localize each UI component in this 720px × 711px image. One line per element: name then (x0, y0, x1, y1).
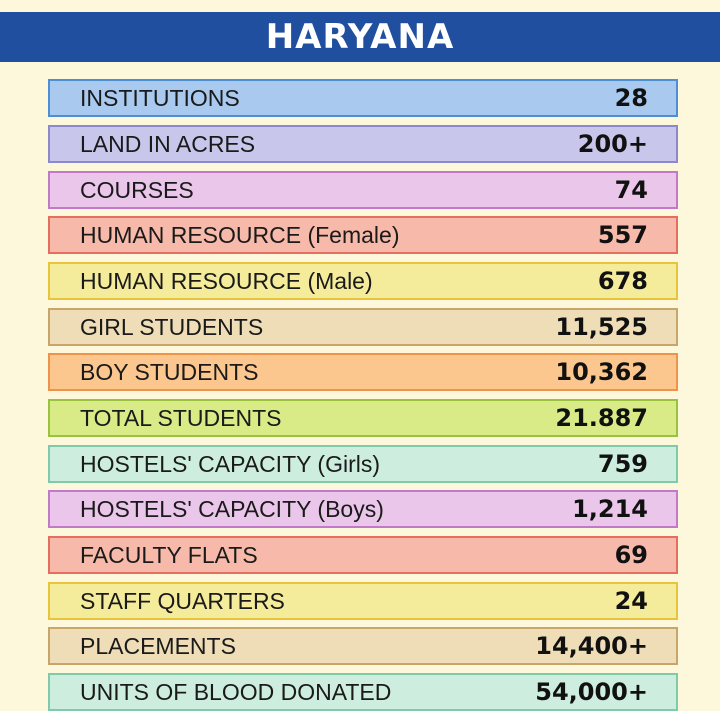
stat-value: 74 (614, 176, 648, 204)
stat-label: LAND IN ACRES (80, 130, 256, 157)
stat-value: 678 (597, 267, 648, 295)
stat-label: HUMAN RESOURCE (Female) (80, 221, 400, 248)
stat-label: STAFF QUARTERS (80, 587, 285, 614)
stat-row-faculty-flats (48, 536, 678, 574)
stat-row-units-of-blood-donated (48, 673, 678, 711)
stat-row-staff-quarters (48, 582, 678, 620)
stat-label: HOSTELS' CAPACITY (Girls) (80, 450, 381, 477)
stat-row-hostels-capacity-girls (48, 445, 678, 483)
stat-row-courses (48, 171, 678, 209)
page-title: HARYANA (265, 17, 455, 57)
stat-label: PLACEMENTS (80, 632, 236, 659)
stat-value: 11,525 (555, 313, 648, 341)
stat-value: 28 (614, 84, 648, 112)
stat-label: FACULTY FLATS (80, 541, 258, 568)
stat-value: 10,362 (555, 358, 648, 386)
stat-value: 24 (614, 587, 648, 615)
stat-row-land-in-acres (48, 125, 678, 163)
stat-value: 200+ (577, 130, 648, 158)
stat-value: 759 (597, 450, 648, 478)
stat-row-human-resource-female (48, 216, 678, 254)
title-bar (0, 12, 720, 62)
stat-label: HOSTELS' CAPACITY (Boys) (80, 495, 384, 522)
stat-value: 69 (614, 541, 648, 569)
stat-value: 557 (597, 221, 648, 249)
stat-row-hostels-capacity-boys (48, 490, 678, 528)
stat-label: COURSES (80, 176, 194, 203)
stat-value: 14,400+ (535, 632, 648, 660)
stat-label: UNITS OF BLOOD DONATED (80, 678, 392, 705)
stat-value: 21.887 (555, 404, 648, 432)
stat-label: INSTITUTIONS (80, 84, 240, 111)
stat-label: GIRL STUDENTS (80, 313, 264, 340)
stat-label: TOTAL STUDENTS (80, 404, 282, 431)
stat-row-total-students (48, 399, 678, 437)
stat-row-girl-students (48, 308, 678, 346)
stat-label: BOY STUDENTS (80, 358, 259, 385)
stat-value: 1,214 (572, 495, 648, 523)
stat-row-human-resource-male (48, 262, 678, 300)
stat-label: HUMAN RESOURCE (Male) (80, 267, 373, 294)
stat-row-boy-students (48, 353, 678, 391)
stat-value: 54,000+ (535, 678, 648, 706)
stat-row-placements (48, 627, 678, 665)
stat-row-institutions (48, 79, 678, 117)
